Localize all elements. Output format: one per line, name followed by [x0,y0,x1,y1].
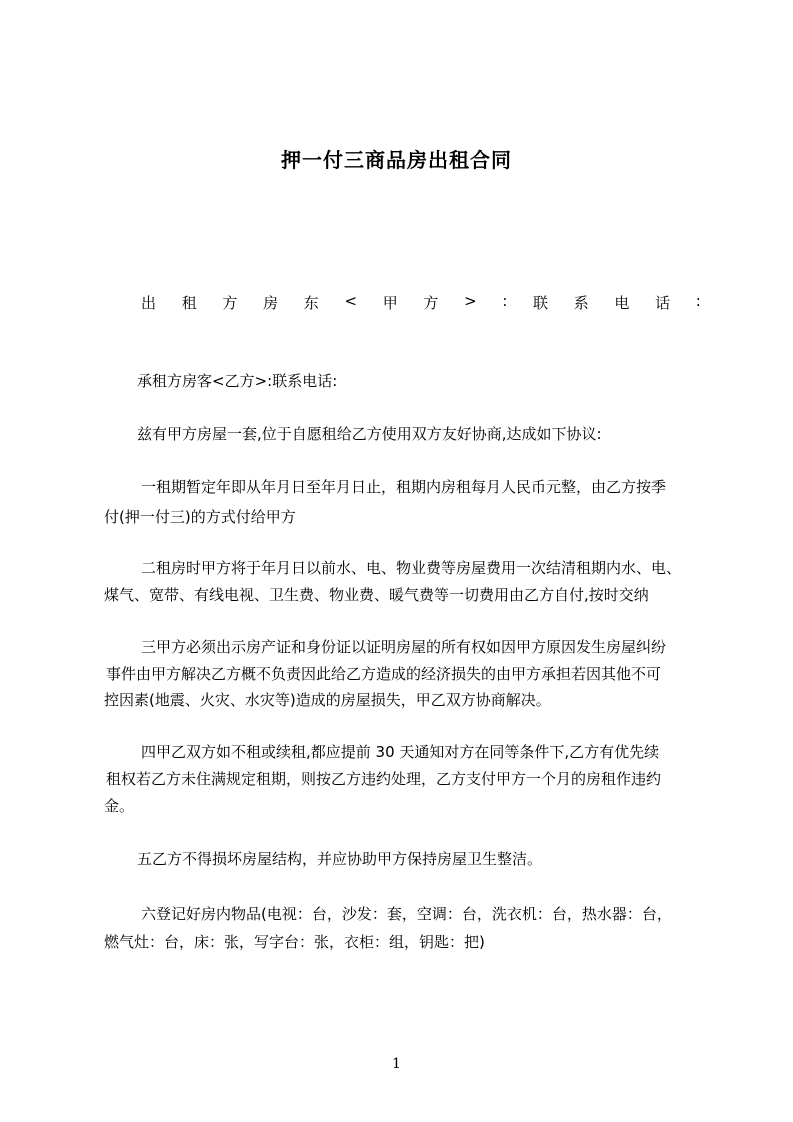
lessor-char: 方 [423,294,439,312]
lessor-char: 东 [303,294,319,312]
clause-2-line-2: 煤气、宽带、有线电视、卫生费、物业费、暖气费等一切费用由乙方自付,按时交纳 [104,586,649,604]
lessor-char: 出 [141,294,157,312]
lessor-char: 方 [222,294,238,312]
lessor-char: 租 [181,294,197,312]
clause-6-line-2: 燃气灶：台，床：张，写字台：张，衣柜：组，钥匙：把) [104,933,485,951]
clause-4-line-1: 四甲乙双方如不租或续租,都应提前 30 天通知对方在同等条件下,乙方有优先续 [141,743,660,761]
lessor-char: 话 [655,294,671,312]
lessee-line: 承租方房客<乙方>:联系电话: [137,372,338,390]
lessor-char: 联 [533,294,549,312]
clause-1-line-2: 付(押一付三)的方式付给甲方 [104,508,296,526]
clause-2-line-1: 二租房时甲方将于年月日以前水、电、物业费等房屋费用一次结清租期内水、电、 [141,559,682,577]
document-title: 押一付三商品房出租合同 [281,148,512,172]
page-number: 1 [392,1056,401,1072]
lessor-char: 电 [614,294,630,312]
clause-4-line-2: 租权若乙方未住满规定租期，则按乙方违约处理，乙方支付甲方一个月的房租作违约 [106,770,662,788]
lessor-char: 甲 [382,294,398,312]
lessor-char: < [344,292,358,310]
lessor-char: : [695,292,701,310]
lessor-line [141,292,701,313]
clause-3-line-3: 控因素(地震、火灾、水灾等)造成的房屋损失，甲乙双方协商解决。 [104,691,551,709]
lessor-char: : [502,292,508,310]
intro-line: 兹有甲方房屋一套,位于自愿租给乙方使用双方友好协商,达成如下协议: [137,425,602,443]
clause-4-line-3: 金。 [104,797,135,815]
lessor-char: 系 [573,294,589,312]
lessor-char: > [464,292,477,310]
clause-6-line-1: 六登记好房内物品(电视：台，沙发：套，空调：台，洗衣机：台，热水器：台， [141,905,672,923]
clause-5-line: 五乙方不得损坏房屋结构，并应协助甲方保持房屋卫生整洁。 [137,850,543,868]
lessor-char: 房 [263,294,279,312]
clause-3-line-2: 事件由甲方解决乙方概不负责因此给乙方造成的经济损失的由甲方承担若因其他不可 [106,665,662,683]
clause-1-line-1: 一租期暂定年即从年月日至年月日止，租期内房租每月人民币元整，由乙方按季 [141,478,667,496]
clause-3-line-1: 三甲方必须出示房产证和身份证以证明房屋的所有权如因甲方原因发生房屋纠纷 [141,638,667,656]
